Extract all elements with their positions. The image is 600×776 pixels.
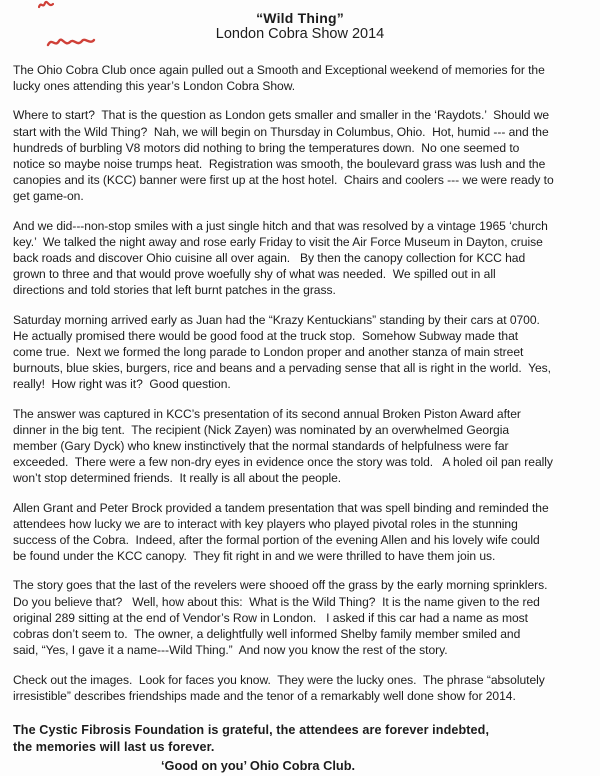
text-line: He actually promised there would be good food at the truck stop. Somehow Subway made that [13, 328, 519, 343]
text-line: grown to three and that would prove woefully shy of what was needed. We spilled out in all [13, 267, 496, 282]
text-line: The answer was captured in KCC’s presentation of its second annual Broken Piston Award after [13, 406, 521, 421]
paragraph [13, 406, 592, 487]
text-line: get game-on. [13, 189, 84, 204]
red-pen-scribble-large [46, 34, 96, 50]
text-line: original 289 sitting at the end of Vendor’s Row in London. I asked if this car had a name as most [13, 610, 528, 625]
text-line: Do you believe that? Well, how about this: What is the Wild Thing? It is the name given to the red [13, 594, 540, 609]
closing-bold-lines [13, 722, 600, 757]
paragraph [13, 672, 592, 704]
red-pen-stroke [39, 2, 53, 7]
text-line: notice so maybe noise trumps heat. Registration was smooth, the boulevard grass was lush and the [13, 157, 546, 172]
document-title: “Wild Thing” [256, 10, 344, 26]
text-line: attendees how lucky we are to interact with key players who played pivotal roles in the stunning [13, 516, 518, 531]
closing-statement [0, 722, 600, 775]
paragraph [13, 107, 592, 204]
paragraph [13, 218, 592, 299]
text-line: won’t stop determined friends. It really is all about the people. [13, 471, 342, 486]
text-line: exceeded. There were a few non-dry eyes in evidence once the story was told. A holed oil pan really [13, 455, 553, 470]
text-line: come true. Next we formed the long parade to London proper and another stanza of main street [13, 345, 524, 360]
text-line: directions and told stories that left burnt patches in the grass. [13, 283, 336, 298]
text-line: dinner in the big tent. The recipient (Nick Zayen) was nominated by an overwhelmed Georgia [13, 422, 510, 437]
text-line: canopies and its (KCC) banner were first up at the host hotel. Chairs and coolers --- we were ready to [13, 173, 554, 188]
paragraph [13, 312, 592, 393]
text-line: Check out the images. Look for faces you know. They were the lucky ones. The phrase “absolutely [13, 672, 545, 687]
red-pen-scribble-small [38, 0, 54, 10]
red-pen-stroke [48, 40, 94, 45]
text-line: Saturday morning arrived early as Juan had the “Krazy Kentuckians” standing by their cars at 0700. [13, 312, 540, 327]
text-line: Where to start? That is the question as London gets smaller and smaller in the ‘Raydots.’ Should we [13, 108, 550, 123]
text-line: member (Gary Dyck) who knew instinctively that the normal standards of helpfulness were far [13, 439, 509, 454]
text-line: lucky ones attending this year’s London Cobra Show. [13, 79, 296, 94]
document-subtitle: London Cobra Show 2014 [215, 26, 385, 42]
text-line: hundreds of burbling V8 motors did nothing to bring the temperatures down. No one seemed to [13, 140, 520, 155]
text-line: back roads and discover Ohio cuisine all over again. By then the canopy collection for KCC had [13, 251, 526, 266]
text-line: said, “Yes, I gave it a name---Wild Thing.” And now you know the rest of the story. [13, 643, 448, 658]
paragraph [13, 62, 592, 94]
text-line: really! How right was it? Good question. [13, 377, 231, 392]
text-line: cobras don’t seem to. The owner, a delightfully well informed Shelby family member smiled and [13, 627, 521, 642]
text-line: be found under the KCC canopy. They fit right in and we were thrilled to have them join us. [13, 549, 496, 564]
document-body [0, 62, 600, 704]
text-line: The Ohio Cobra Club once again pulled out a Smooth and Exceptional weekend of memories for the [13, 63, 545, 77]
text-line: key.’ We talked the night away and rose early Friday to visit the Air Force Museum in Dayton, cruise [13, 234, 543, 249]
text-line: The Cystic Fibrosis Foundation is grateful, the attendees are forever indebted, [13, 722, 490, 737]
text-line: irresistible” describes friendships made and the tenor of a remarkably well done show for 2014. [13, 688, 516, 703]
text-line: the memories will last us forever. [13, 740, 215, 755]
paragraph [13, 500, 592, 565]
text-line: And we did---non-stop smiles with a just single hitch and that was resolved by a vintage 1965 ‘church [13, 218, 548, 233]
paragraph [13, 577, 592, 658]
text-line: start with the Wild Thing? Nah, we will begin on Thursday in Columbus, Ohio. Hot, humid --- and the [13, 124, 549, 139]
signoff-line: ‘Good on you’ Ohio Cobra Club. [161, 757, 356, 773]
text-line: The story goes that the last of the revelers were shooed off the grass by the early morning sprinklers. [13, 578, 548, 593]
text-line: burnouts, blue skies, burgers, rice and beans and a pervading sense that all is right in the world. Yes, [13, 361, 551, 376]
text-line: success of the Cobra. Indeed, after the formal portion of the evening Allen and his lovely wife could [13, 533, 540, 548]
text-line: Allen Grant and Peter Brock provided a tandem presentation that was spell binding and reminded the [13, 500, 549, 515]
